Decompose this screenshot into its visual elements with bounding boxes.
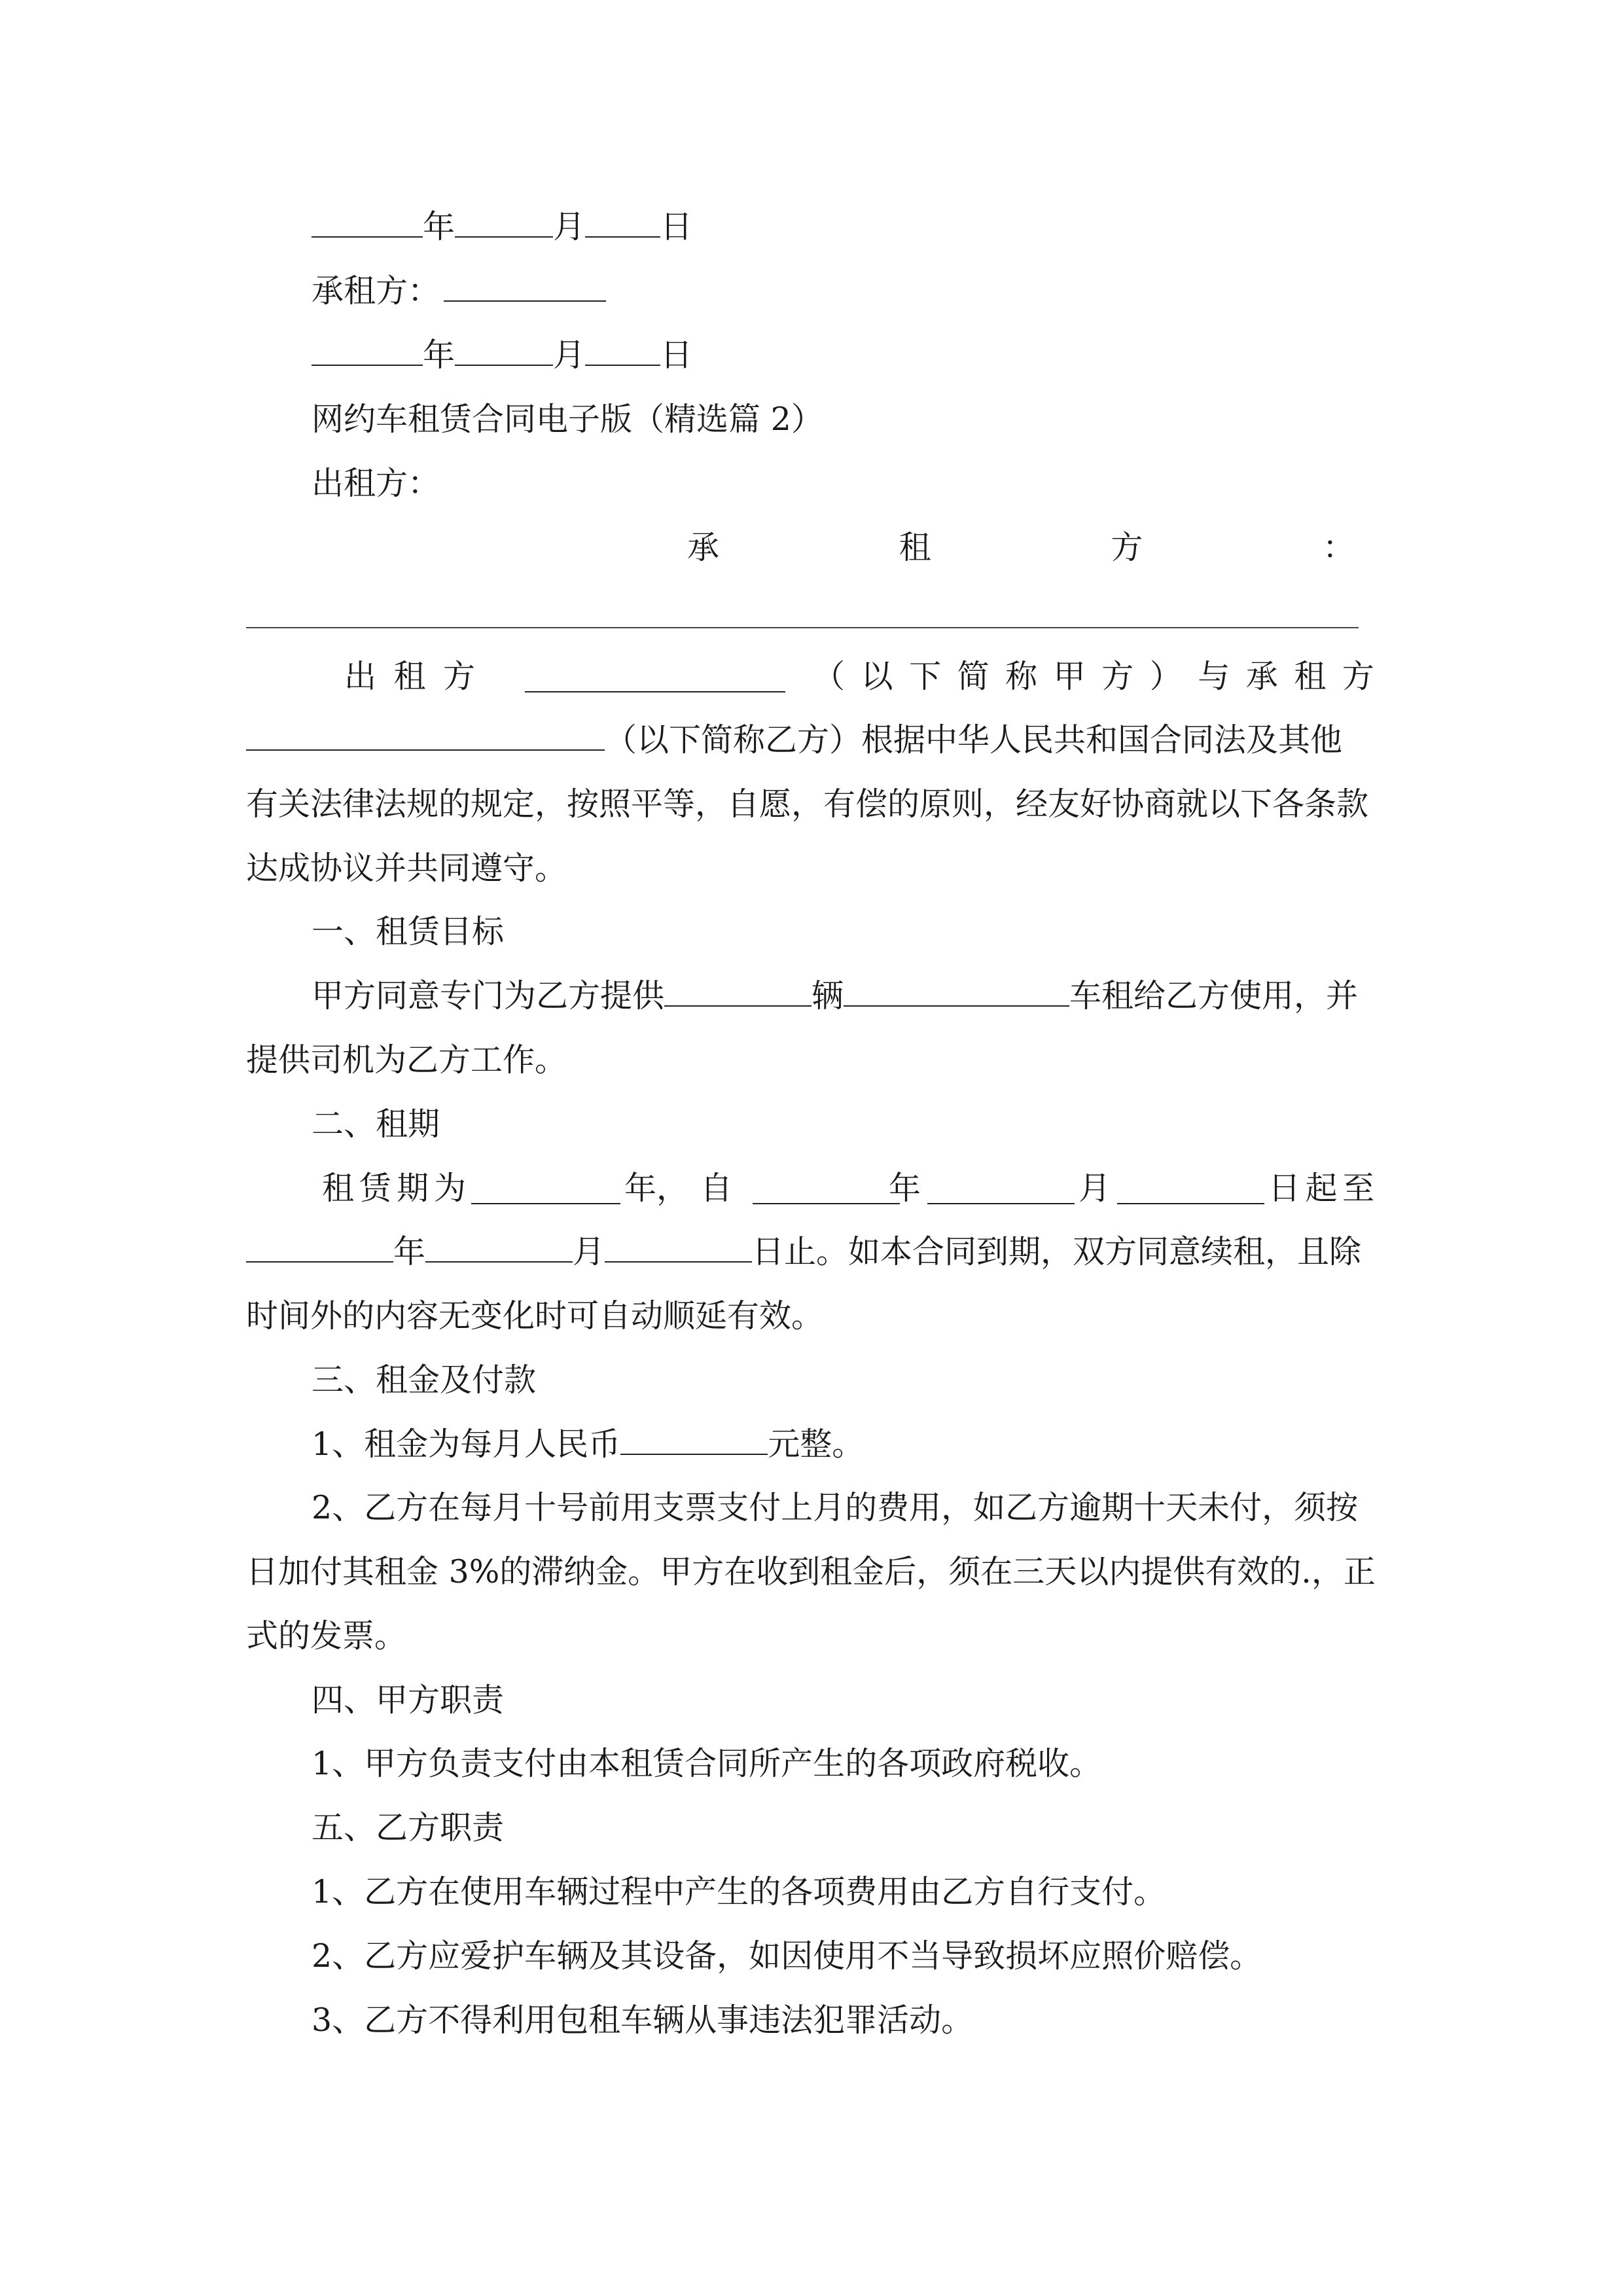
vehicle-model-blank	[844, 977, 1069, 1007]
term-years-blank	[471, 1174, 620, 1204]
intro-char: 承	[1245, 658, 1278, 695]
clause5-item1: 1、乙方在使用车辆过程中产生的各项费用由乙方自行支付。	[312, 1873, 1166, 1910]
clause4-item1: 1、甲方负责支付由本租赁合同所产生的各项政府税收。	[312, 1745, 1102, 1782]
clause3-heading: 三、租金及付款	[312, 1361, 537, 1399]
clause3-item2-line-2: 日加付其租金 3%的滞纳金。甲方在收到租金后，须在三天以内提供有效的.，正	[246, 1553, 1376, 1590]
spaced-char: ：	[1322, 529, 1355, 566]
lessee-signature-line	[312, 272, 606, 311]
date-line-2	[312, 336, 692, 375]
month-blank	[455, 207, 553, 238]
term-char: 期	[396, 1170, 429, 1207]
intro-char: 称	[1005, 658, 1038, 695]
intro-line-4: 达成协议并共同遵守。	[246, 850, 567, 887]
intro-char: 出	[344, 658, 377, 695]
rent-text-a: 1、租金为每月人民币	[312, 1426, 621, 1463]
start-year-label: 年	[889, 1170, 921, 1207]
intro-char: 方	[1342, 658, 1374, 695]
intro-char: 租	[393, 658, 426, 695]
lessee-underline-rule	[246, 627, 1359, 628]
intro-char: 甲	[1053, 658, 1086, 695]
term-from-label: 自	[700, 1170, 733, 1207]
clause3-item2-line-3: 式的发票。	[246, 1617, 407, 1655]
lessee-name-blank	[246, 721, 605, 751]
start-month-label: 月	[1079, 1170, 1111, 1207]
month-label: 月	[553, 336, 586, 374]
clause4-heading: 四、甲方职责	[312, 1681, 505, 1719]
term-char: 赁	[359, 1170, 391, 1207]
term-char: 为	[433, 1170, 466, 1207]
term-year-label: 年，	[624, 1170, 689, 1207]
clause3-item1	[312, 1425, 864, 1464]
clause3-item2-line-1: 2、乙方在每月十号前用支票支付上月的费用，如乙方逾期十天未付，须按	[312, 1489, 1359, 1526]
lessor-label: 出租方：	[312, 465, 440, 502]
clause2-heading: 二、租期	[312, 1105, 440, 1143]
intro-char: 方	[442, 658, 475, 695]
clause2-line-3: 时间外的内容无变化时可自动顺延有效。	[246, 1297, 824, 1335]
intro-char: （	[813, 658, 846, 695]
year-label: 年	[423, 336, 455, 374]
spaced-char: 方	[1111, 529, 1143, 566]
clause5-heading: 五、乙方职责	[312, 1809, 505, 1846]
end-year-label: 年	[393, 1233, 426, 1270]
term-char: 租	[322, 1170, 355, 1207]
end-month-label: 月	[573, 1233, 605, 1270]
date-line-1	[312, 207, 692, 247]
clause1-text-a: 甲方同意专门为乙方提供	[312, 977, 665, 1014]
month-label: 月	[553, 208, 586, 245]
day-label: 日	[660, 336, 693, 374]
intro-char: 与	[1198, 658, 1230, 695]
intro-line-1	[344, 657, 1374, 696]
clause1-line-2: 提供司机为乙方工作。	[246, 1041, 567, 1079]
day-blank	[585, 207, 660, 238]
month-blank	[455, 336, 553, 366]
clause5-item2: 2、乙方应爱护车辆及其设备，如因使用不当导致损坏应照价赔偿。	[312, 1937, 1262, 1975]
clause2-line-2-text: 日止。如本合同到期，双方同意续租，且除	[752, 1233, 1362, 1270]
clause2-line-2	[246, 1232, 1361, 1272]
lessee-label: 承租方：	[312, 272, 440, 310]
section-title: 网约车租赁合同电子版（精选篇 2）	[312, 401, 823, 438]
clause1-text-c: 车租给乙方使用，并	[1069, 977, 1359, 1014]
day-label: 日	[660, 208, 693, 245]
intro-line-2-text: （以下简称乙方）根据中华人民共和国合同法及其他	[605, 721, 1343, 759]
intro-line-2	[246, 721, 1342, 760]
intro-char: 方	[1101, 658, 1134, 695]
intro-char: 下	[909, 658, 942, 695]
clause1-text-b: 辆	[812, 977, 844, 1014]
spaced-char: 承	[687, 529, 720, 566]
start-month-blank	[927, 1174, 1075, 1204]
year-blank	[312, 207, 423, 238]
start-year-blank	[753, 1174, 900, 1204]
end-month-blank	[425, 1232, 573, 1263]
rent-amount-blank	[620, 1425, 768, 1455]
lessee-spaced-label	[687, 528, 1355, 567]
clause5-item3: 3、乙方不得利用包租车辆从事违法犯罪活动。	[312, 2001, 974, 2039]
lessor-name-blank	[525, 662, 785, 692]
end-day-blank	[605, 1232, 752, 1263]
term-char: 至	[1342, 1170, 1374, 1207]
intro-char: 简	[957, 658, 990, 695]
clause1-line-1	[312, 977, 1358, 1016]
clause1-heading: 一、租赁目标	[312, 913, 505, 950]
intro-line-3: 有关法律法规的规定，按照平等，自愿，有偿的原则，经友好协商就以下各条款	[246, 785, 1369, 823]
intro-char: 租	[1294, 658, 1327, 695]
year-label: 年	[423, 208, 455, 245]
rent-text-b: 元整。	[768, 1426, 865, 1463]
lessee-blank	[444, 272, 606, 302]
end-year-blank	[246, 1232, 393, 1263]
vehicle-count-blank	[664, 977, 812, 1007]
start-day-blank	[1117, 1174, 1264, 1204]
clause2-line-1	[322, 1169, 1374, 1208]
intro-char: 以	[861, 658, 893, 695]
day-blank	[585, 336, 660, 366]
year-blank	[312, 336, 423, 366]
term-char: 起	[1305, 1170, 1338, 1207]
spaced-char: 租	[899, 529, 931, 566]
term-char: 日	[1268, 1170, 1301, 1207]
intro-char: ）	[1149, 658, 1182, 695]
